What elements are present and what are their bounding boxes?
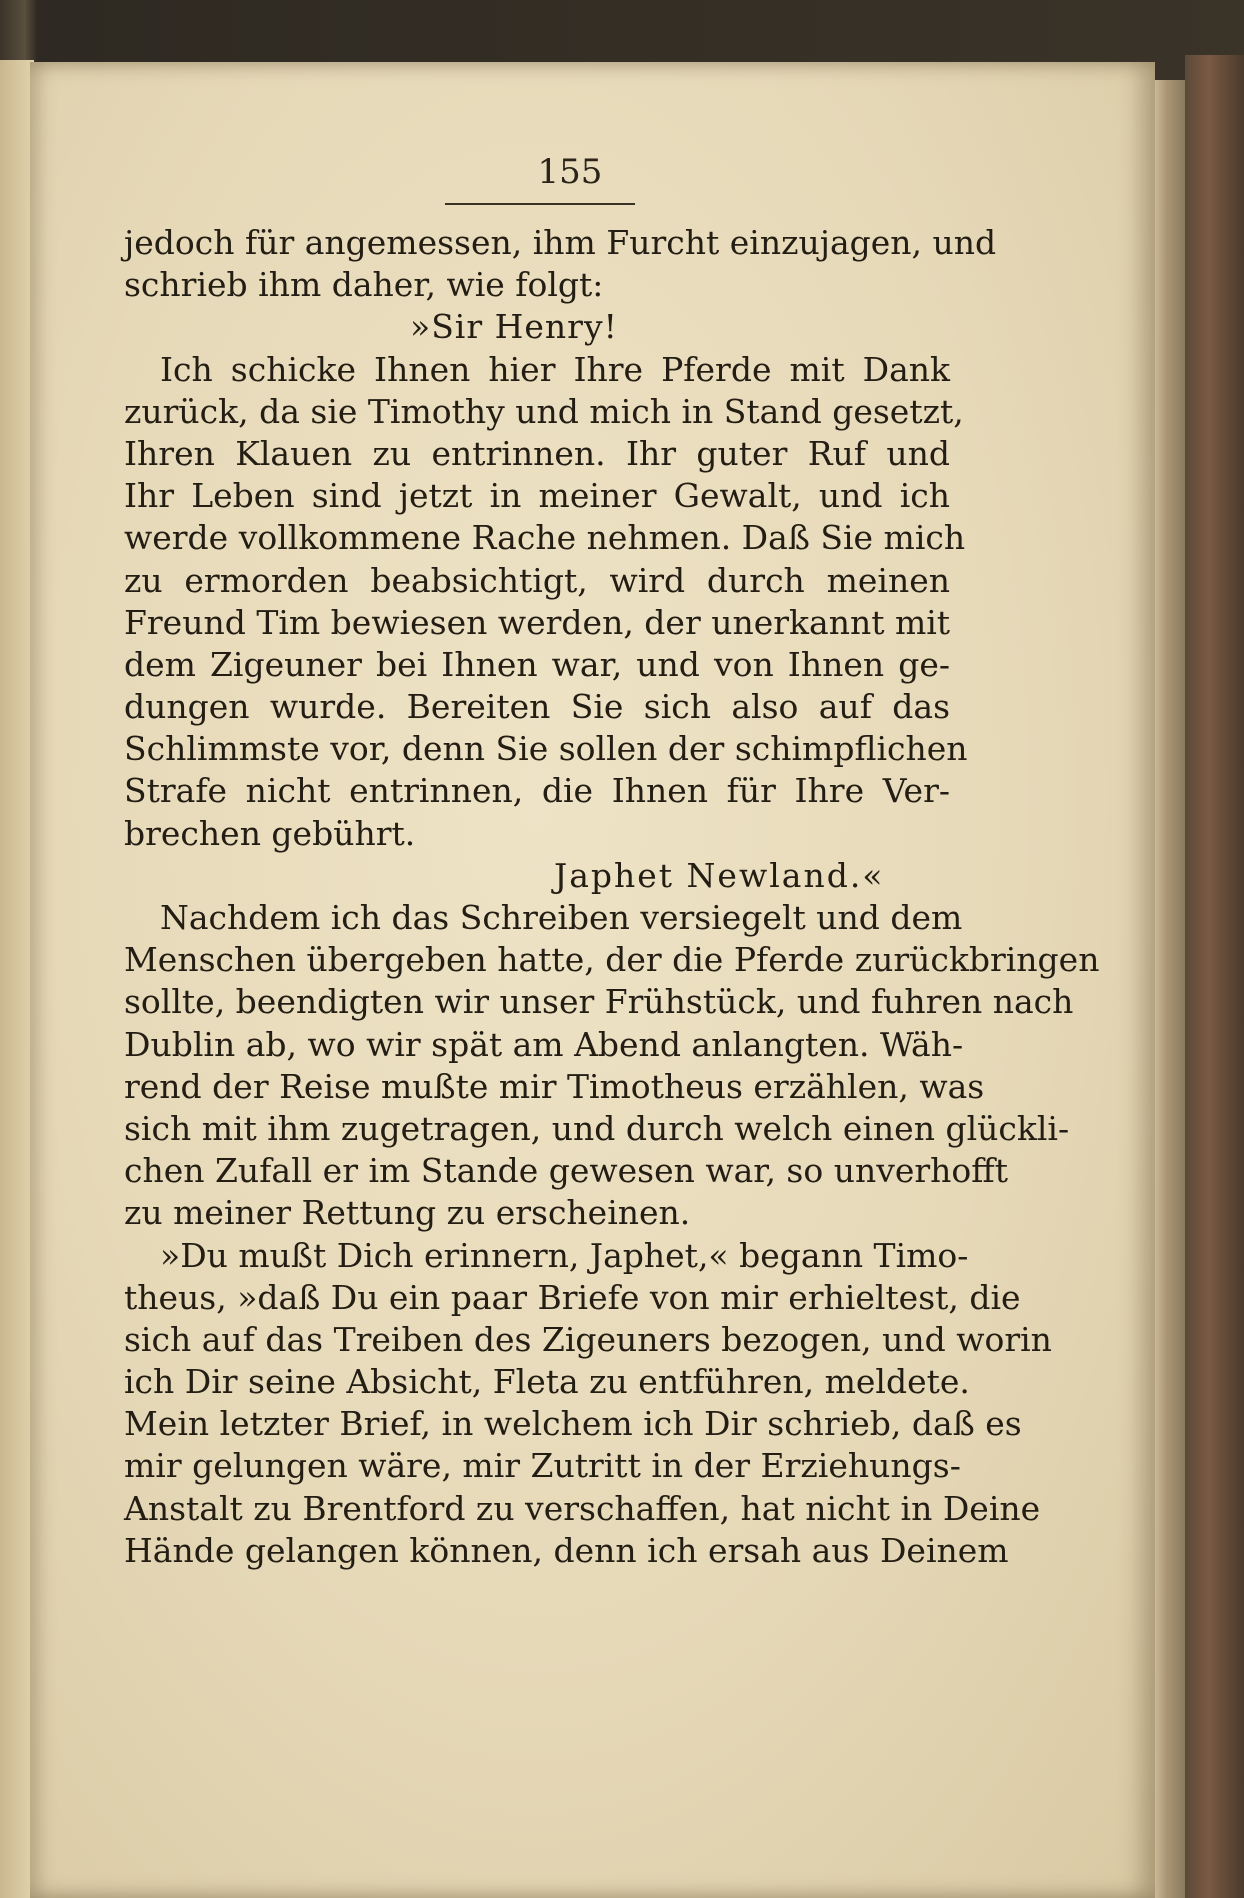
page-number-rule xyxy=(445,203,635,205)
book-cover-edge xyxy=(1185,55,1244,1898)
previous-page-edge xyxy=(0,60,34,1898)
text-line: Ihr Leben sind jetzt in meiner Gewalt, und ich xyxy=(124,476,950,516)
text-line: Ihren Klauen zu entrinnen. Ihr guter Ruf und xyxy=(124,433,950,473)
text-line: Japhet Newland.« xyxy=(554,855,885,895)
text-line: Hände gelangen können, denn ich ersah aus Deinem xyxy=(124,1530,1009,1570)
text-line: Ich schicke Ihnen hier Ihre Pferde mit Dank xyxy=(160,349,950,389)
text-line: dungen wurde. Bereiten Sie sich also auf das xyxy=(124,687,950,727)
page-text xyxy=(124,222,1100,1572)
text-line: theus, »daß Du ein paar Briefe von mir erhieltest, die xyxy=(124,1277,1021,1317)
text-line: zu meiner Rettung zu erscheinen. xyxy=(124,1193,691,1233)
text-line: werde vollkommene Rache nehmen. Daß Sie mich xyxy=(124,518,966,558)
text-line: Anstalt zu Brentford zu verschaffen, hat nicht in Deine xyxy=(124,1488,1041,1528)
text-line: »Sir Henry! xyxy=(410,307,618,347)
text-line: jedoch für angemessen, ihm Furcht einzujagen, und xyxy=(124,223,997,262)
text-line: rend der Reise mußte mir Timotheus erzählen, was xyxy=(124,1066,985,1106)
text-line: Mein letzter Brief, in welchem ich Dir schrieb, daß es xyxy=(124,1404,1022,1444)
text-line: sich auf das Treiben des Zigeuners bezogen, und worin xyxy=(124,1319,1052,1359)
page-stack-edge xyxy=(1155,80,1185,1898)
text-line: sollte, beendigten wir unser Frühstück, und fuhren nach xyxy=(124,982,1074,1022)
text-line: Nachdem ich das Schreiben versiegelt und dem xyxy=(160,898,963,937)
text-line: ich Dir seine Absicht, Fleta zu entführen, meldete. xyxy=(124,1362,970,1402)
text-line: Menschen übergeben hatte, der die Pferde zurückbringen xyxy=(124,940,1100,980)
text-line: mir gelungen wäre, mir Zutritt in der Erziehungs- xyxy=(124,1446,961,1486)
text-line: schrieb ihm daher, wie folgt: xyxy=(124,265,604,305)
page-number: 155 xyxy=(537,152,603,192)
text-line: Dublin ab, wo wir spät am Abend anlangten. Wäh- xyxy=(124,1024,964,1064)
text-line: zu ermorden beabsichtigt, wird durch meinen xyxy=(124,560,950,600)
text-line: Strafe nicht entrinnen, die Ihnen für Ihre Ver- xyxy=(124,771,950,811)
text-line: zurück, da sie Timothy und mich in Stand gesetzt, xyxy=(124,391,964,431)
text-line: »Du mußt Dich erinnern, Japhet,« begann Timo- xyxy=(160,1235,969,1275)
text-line: brechen gebührt. xyxy=(124,813,416,853)
text-line: sich mit ihm zugetragen, und durch welch einen glückli- xyxy=(124,1108,1070,1148)
text-line: Freund Tim bewiesen werden, der unerkannt mit xyxy=(124,602,951,642)
text-line: chen Zufall er im Stande gewesen war, so unverhofft xyxy=(124,1151,1009,1191)
text-line: Schlimmste vor, denn Sie sollen der schimpflichen xyxy=(124,729,968,769)
text-line: dem Zigeuner bei Ihnen war, und von Ihnen ge- xyxy=(124,644,950,684)
